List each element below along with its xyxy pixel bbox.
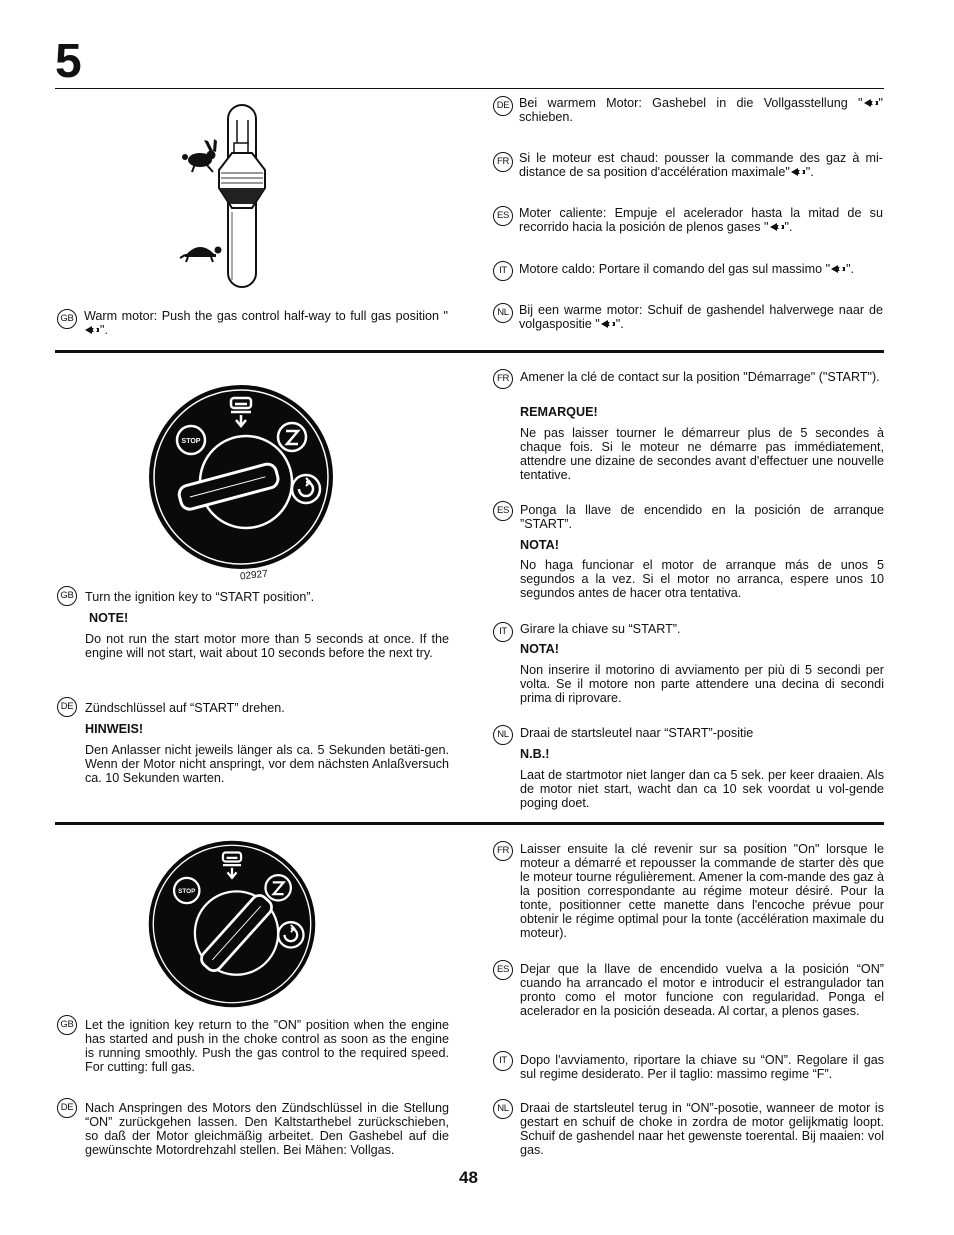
section2-it-text: Girare la chiave su “START”. <box>520 622 681 636</box>
section3-de-text: Nach Anspringen des Motors den Zündschlüssel in die Stellung “ON” zurückgehen lassen. Den Kaltstarthebel zurückschieben, so daß der Motor gleichmäßig arbeitet. Den Gashebel auf die gewünschte Motordrehzahl stellen. Bei Mähen: Vollgas. <box>85 1101 449 1157</box>
start-icon <box>292 475 320 503</box>
language-badge-fr: FR <box>493 841 513 861</box>
section2-it-note-label: NOTA! <box>520 642 559 656</box>
language-badge-gb: GB <box>57 1015 77 1035</box>
section3-es-text: Dejar que la llave de encendido vuelva a la posición “ON” cuando ha arrancado el motor e introducir el estrangulador tan pronto como el motor funcione con regularidad. Ponga el acelerador en la posición deseada. Al cortar, a plenos gases. <box>520 962 884 1018</box>
figure-code: 02927 <box>239 568 269 583</box>
start-icon <box>278 922 303 947</box>
section3-fr-text: Laisser ensuite la clé revenir sur sa position "On" lorsque le moteur a démarré et repousser la commande de starter dès que le moteur tourne régulièrement. Amener la com-mande des gaz à la position correspondante au régime moteur désiré. Pour la tonte, positionner cette manette dans l'encoche prévue pour obtenir le régime optimal pour la tonte (accélération maximale du moteur). <box>520 842 885 940</box>
language-badge-it: IT <box>493 622 513 642</box>
language-badge-gb: GB <box>57 309 77 329</box>
stop-icon <box>174 878 199 903</box>
language-badge-gb: GB <box>57 586 77 606</box>
section1-es-text-b: ". <box>784 220 793 234</box>
rabbit-fast-icon <box>182 139 217 172</box>
section2-gb-text: Turn the ignition key to “START position”. <box>85 590 315 604</box>
section3-it-text: Dopo l'avviamento, riportare la chiave su “ON”. Regolare il gas sul regime desiderato. Per il taglio: massimo regime “F”. <box>520 1053 884 1081</box>
section1-gb-text-b: ". <box>100 323 108 337</box>
language-badge-it: IT <box>493 261 513 281</box>
section1-nl-text-b: ". <box>615 317 624 331</box>
stop-label: STOP <box>178 888 196 896</box>
section1-gb-text-a: Warm motor: Push the gas control half-way to full gas position " <box>84 309 448 323</box>
section2-de-note-label: HINWEIS! <box>85 722 144 736</box>
page-number: 48 <box>459 1168 478 1187</box>
throttle-symbol-icon <box>600 319 616 329</box>
language-badge-nl: NL <box>493 303 513 323</box>
language-badge-de: DE <box>57 1098 77 1118</box>
section2-fr-note-label: REMARQUE! <box>520 405 598 419</box>
header-rule <box>55 88 884 89</box>
section-divider-1 <box>55 350 884 353</box>
section2-de-note: Den Anlasser nicht jeweils länger als ca. 5 Sekunden betäti-gen. Wenn der Motor nicht anspringt, vor dem nächsten Anlaßversuch ca. 10 Sekunden warten. <box>85 743 449 785</box>
chapter-number: 5 <box>55 35 82 88</box>
section2-gb-note-label: NOTE! <box>89 611 129 625</box>
language-badge-it: IT <box>493 1051 513 1071</box>
throttle-lever-illustration <box>170 100 280 290</box>
section2-de-text: Zündschlüssel auf “START” drehen. <box>85 701 285 715</box>
section2-gb-note: Do not run the start motor more than 5 seconds at once. If the engine will not start, wait about 10 seconds before the next try. <box>85 632 449 660</box>
section2-fr-note: Ne pas laisser tourner le démarreur plus de 5 secondes à chaque fois. Si le moteur ne démarre pas immédiatement, attendre une dizaine de secondes avant d'effectuer une nouvelle tentative. <box>520 426 884 482</box>
section1-nl-text-a: Bij een warme motor: Schuif de gashendel halverwege naar de volgaspositie " <box>519 303 883 331</box>
language-badge-es: ES <box>493 960 513 980</box>
throttle-symbol-icon <box>84 325 100 335</box>
language-badge-es: ES <box>493 206 513 226</box>
language-badge-nl: NL <box>493 725 513 745</box>
section1-de-text-a: Bei warmem Motor: Gashebel in die Vollgasstellung " <box>519 96 863 110</box>
throttle-symbol-icon <box>790 167 806 177</box>
section1-fr-text-a: Si le moteur est chaud: pousser la commande des gaz à mi-distance de sa position d'accélération maximale" <box>519 151 883 179</box>
section2-it-note: Non inserire il motorino di avviamento per più di 5 secondi per volta. Se il motore non parte attendere una decina di secondi prima di riprovare. <box>520 663 884 705</box>
throttle-symbol-icon <box>769 222 785 232</box>
section2-nl-note: Laat de startmotor niet langer dan ca 5 sek. per keer draaien. Als de motor niet start, wacht dan ca 10 sek voordat u vol-gende poging doet. <box>520 768 884 810</box>
section3-nl-text: Draai de startsleutel terug in “ON”-posotie, wanneer de motor is gestart en schuif de choke in zordra de motor gelijkmatig loopt. Schuif de gashendel naar het gewenste toerental. Bij maaien: vol gas. <box>520 1101 884 1157</box>
section1-it-text-a: Motore caldo: Portare il comando del gas sul massimo " <box>519 262 831 276</box>
section2-nl-text: Draai de startsleutel naar “START”-positie <box>520 726 754 740</box>
language-badge-fr: FR <box>493 369 513 389</box>
section-divider-2 <box>55 822 884 825</box>
stop-label: STOP <box>181 438 201 445</box>
turtle-slow-icon <box>180 247 222 263</box>
throttle-symbol-icon <box>863 98 879 108</box>
section1-it-text-b: ". <box>846 262 855 276</box>
language-badge-de: DE <box>493 96 513 116</box>
section1-fr-text <box>519 151 883 179</box>
section2-nl-note-label: N.B.! <box>520 747 550 761</box>
section1-de-text-b: " schieben. <box>519 96 883 124</box>
section1-es-text <box>519 206 883 234</box>
section1-fr-text-b: ". <box>805 165 814 179</box>
language-badge-nl: NL <box>493 1099 513 1119</box>
section2-es-text: Ponga la llave de encendido en la posición de arranque ”START”. <box>520 503 884 531</box>
section1-it-text <box>519 262 883 276</box>
section2-es-note-label: NOTA! <box>520 538 559 552</box>
stop-icon <box>177 426 205 454</box>
section3-gb-text: Let the ignition key return to the ”ON” position when the engine has started and push in the choke control as soon as the engine is running smoothly. Push the gas control to the required speed. For cutting: full gas. <box>85 1018 449 1074</box>
language-badge-es: ES <box>493 501 513 521</box>
section1-nl-text <box>519 303 883 331</box>
section2-fr-text: Amener la clé de contact sur la position "Démarrage" ("START"). <box>520 370 880 384</box>
section1-es-text-a: Moter caliente: Empuje el acelerador hasta la mitad de su recorrido hacia la posición de plenos gases " <box>519 206 883 234</box>
throttle-symbol-icon <box>830 264 846 274</box>
language-badge-de: DE <box>57 697 77 717</box>
choke-icon <box>278 423 306 451</box>
choke-icon <box>265 875 290 900</box>
section1-gb-text <box>84 309 448 337</box>
ignition-switch-on-illustration <box>146 838 318 1010</box>
language-badge-fr: FR <box>493 152 513 172</box>
section2-es-note: No haga funcionar el motor de arranque más de unos 5 segundos a la vez. Si el motor no arranca, espere unos 10 segundos antes de hacer otra tentativa. <box>520 558 884 600</box>
section1-de-text <box>519 96 883 124</box>
ignition-switch-start-illustration <box>146 382 336 572</box>
